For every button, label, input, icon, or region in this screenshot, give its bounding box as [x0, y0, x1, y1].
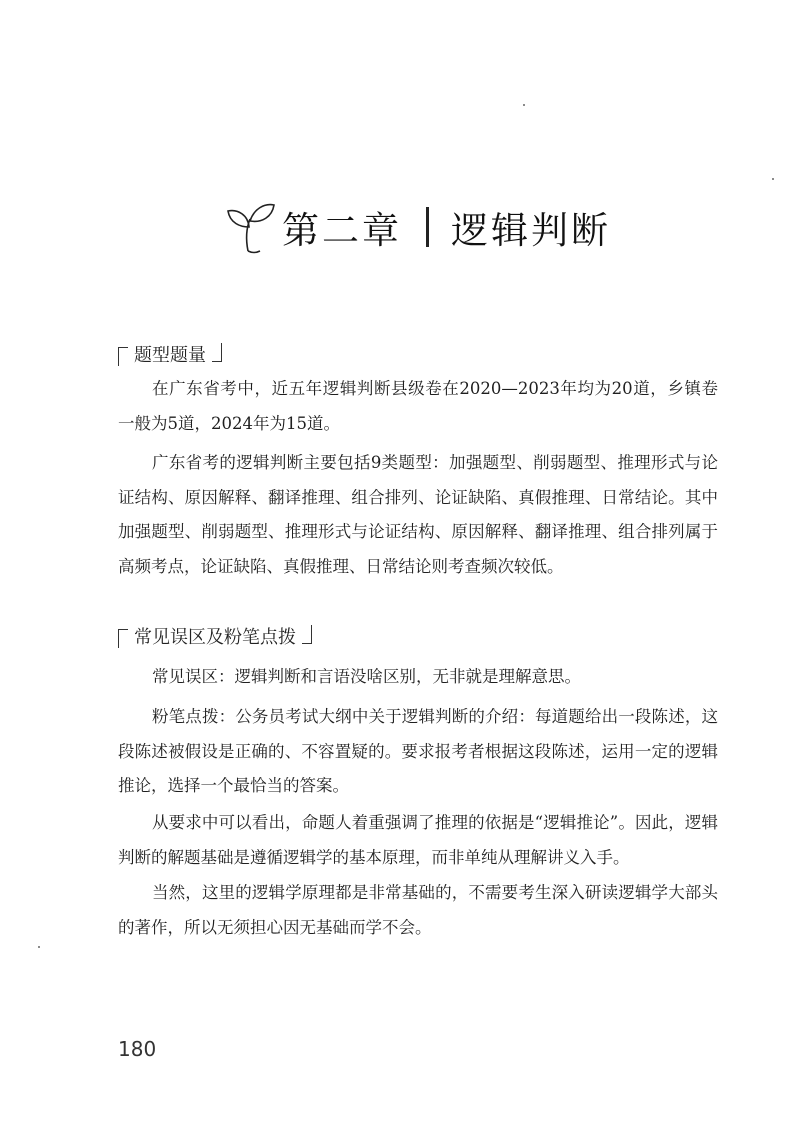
sprout-icon	[222, 197, 278, 257]
page-number: 180	[118, 1037, 157, 1061]
scan-speck	[772, 178, 774, 180]
chapter-number: 第二章	[282, 209, 402, 252]
scan-speck	[38, 946, 40, 948]
scan-speck	[523, 104, 525, 106]
bracket-left-icon	[118, 629, 128, 648]
paragraph: 广东省考的逻辑判断主要包括9类题型：加强题型、削弱题型、推理形式与论证结构、原因解释、翻译推理、组合排列、论证缺陷、真假推理、日常结论。其中加强题型、削弱题型、推理形式与论证结构、原因解释、翻译推理、组合排列属于高频考点，论证缺陷、真假推理、日常结论则考查频次较低。	[118, 453, 718, 576]
bracket-right-icon	[212, 343, 222, 362]
bracket-right-icon	[302, 625, 312, 644]
paragraph: 当然，这里的逻辑学原理都是非常基础的，不需要考生深入研读逻辑学大部头的著作，所以无须担心因无基础而学不会。	[118, 883, 718, 937]
paragraph: 粉笔点拨：公务员考试大纲中关于逻辑判断的介绍：每道题给出一段陈述，这段陈述被假设是正确的、不容置疑的。要求报考者根据这段陈述，运用一定的逻辑推论，选择一个最恰当的答案。	[118, 707, 718, 795]
paragraph: 在广东省考中，近五年逻辑判断县级卷在2020—2023年均为20道，乡镇卷一般为5道，2024年为15道。	[118, 379, 718, 433]
section-heading-question-types	[118, 341, 222, 367]
section-heading-text: 常见误区及粉笔点拨	[134, 627, 296, 648]
chapter-title: 逻辑判断	[451, 209, 611, 252]
paragraph: 从要求中可以看出，命题人着重强调了推理的依据是“逻辑推论”。因此，逻辑判断的解题基础是遵循逻辑学的基本原理，而非单纯从理解讲义入手。	[118, 813, 718, 867]
section-heading-common-mistakes	[118, 623, 312, 649]
chapter-heading	[222, 192, 611, 262]
bracket-left-icon	[118, 347, 128, 366]
section-heading-text: 题型题量	[134, 345, 206, 366]
chapter-divider	[426, 207, 429, 247]
paragraph: 常见误区：逻辑判断和言语没啥区别，无非就是理解意思。	[152, 667, 581, 686]
